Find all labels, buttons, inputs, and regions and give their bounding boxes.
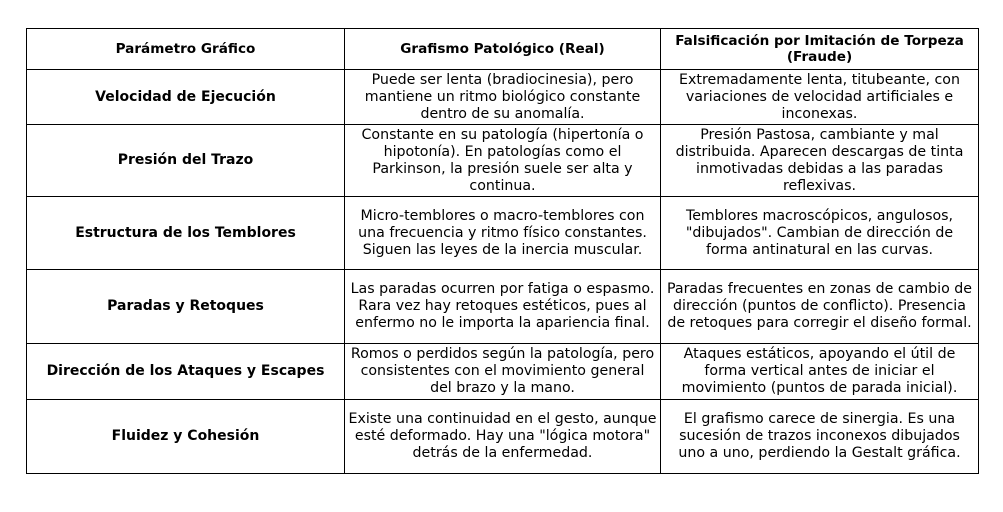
row-forgery-cell: Paradas frecuentes en zonas de cambio de dirección (puntos de conflicto). Presencia de retoques para corregir el diseño formal. <box>661 270 979 344</box>
header-forgery: Falsificación por Imitación de Torpeza (Fraude) <box>661 29 979 70</box>
row-forgery-cell: Presión Pastosa, cambiante y mal distribuida. Aparecen descargas de tinta inmotivadas debidas a las paradas reflexivas. <box>661 125 979 197</box>
row-forgery-cell: Ataques estáticos, apoyando el útil de forma vertical antes de iniciar el movimiento (puntos de parada inicial). <box>661 344 979 400</box>
table-row <box>27 70 979 125</box>
row-parameter: Dirección de los Ataques y Escapes <box>27 344 345 400</box>
row-forgery-cell: El grafismo carece de sinergia. Es una sucesión de trazos inconexos dibujados uno a uno, perdiendo la Gestalt gráfica. <box>661 400 979 474</box>
row-pathological-cell: Puede ser lenta (bradiocinesia), pero mantiene un ritmo biológico constante dentro de su anomalía. <box>345 70 661 125</box>
row-forgery-cell: Temblores macroscópicos, angulosos, "dibujados". Cambian de dirección de forma antinatural en las curvas. <box>661 197 979 270</box>
row-parameter: Paradas y Retoques <box>27 270 345 344</box>
table-row <box>27 344 979 400</box>
header-parameter: Parámetro Gráfico <box>27 29 345 70</box>
header-pathological: Grafismo Patológico (Real) <box>345 29 661 70</box>
row-pathological-cell: Constante en su patología (hipertonía o hipotonía). En patologías como el Parkinson, la presión suele ser alta y continua. <box>345 125 661 197</box>
row-parameter: Fluidez y Cohesión <box>27 400 345 474</box>
table-header-row <box>27 29 979 70</box>
row-parameter: Presión del Trazo <box>27 125 345 197</box>
row-pathological-cell: Micro-temblores o macro-temblores con una frecuencia y ritmo físico constantes. Siguen las leyes de la inercia muscular. <box>345 197 661 270</box>
row-pathological-cell: Las paradas ocurren por fatiga o espasmo. Rara vez hay retoques estéticos, pues al enfermo no le importa la apariencia final. <box>345 270 661 344</box>
table-row <box>27 125 979 197</box>
row-parameter: Estructura de los Temblores <box>27 197 345 270</box>
table-row <box>27 270 979 344</box>
comparison-table <box>26 28 979 474</box>
table-row <box>27 400 979 474</box>
row-forgery-cell: Extremadamente lenta, titubeante, con variaciones de velocidad artificiales e inconexas. <box>661 70 979 125</box>
row-pathological-cell: Romos o perdidos según la patología, pero consistentes con el movimiento general del brazo y la mano. <box>345 344 661 400</box>
row-parameter: Velocidad de Ejecución <box>27 70 345 125</box>
table-row <box>27 197 979 270</box>
row-pathological-cell: Existe una continuidad en el gesto, aunque esté deformado. Hay una "lógica motora" detrás de la enfermedad. <box>345 400 661 474</box>
